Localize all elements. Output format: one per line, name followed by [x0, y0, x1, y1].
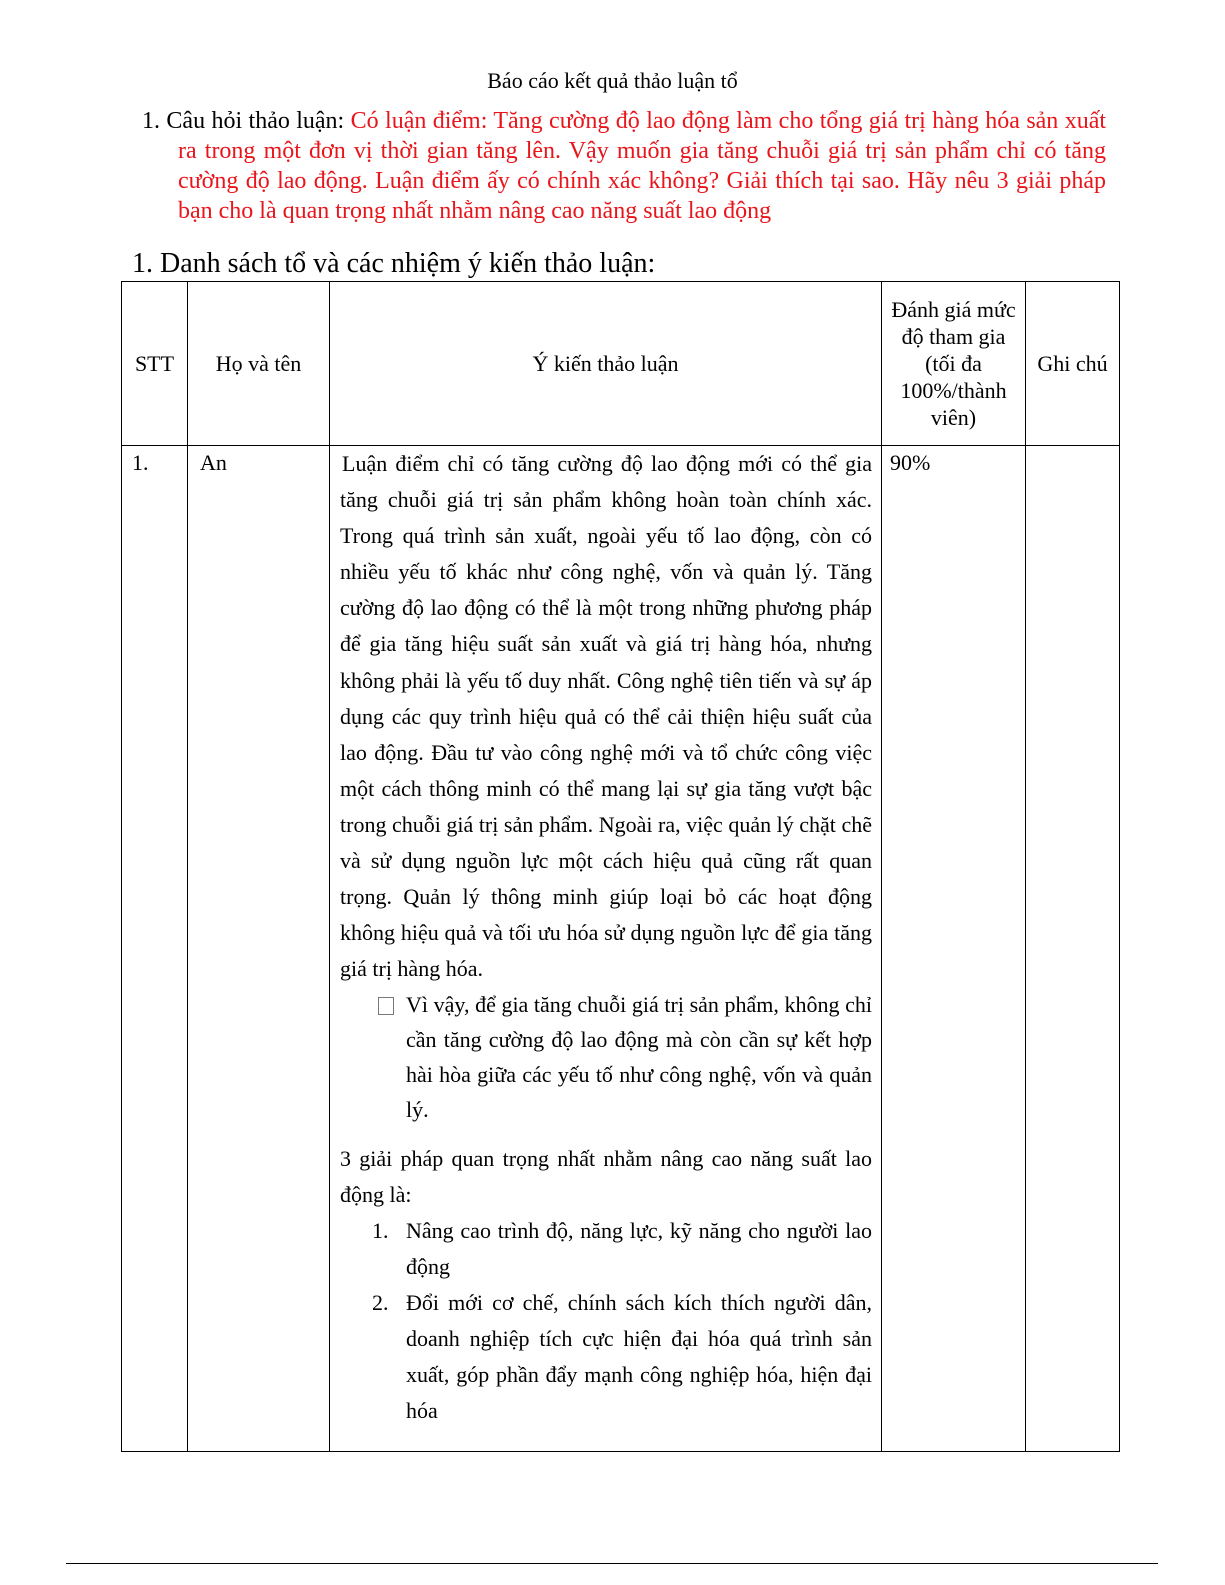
row-name: An: [188, 446, 330, 1452]
solution-number: 2.: [372, 1290, 389, 1316]
header-stt: STT: [122, 282, 188, 446]
page-bottom-rule: [66, 1563, 1158, 1564]
header-name: Họ và tên: [188, 282, 330, 446]
question-text: Có luận điểm: Tăng cường độ lao động làm cho tổng giá trị hàng hóa sản xuất ra trong một đơn vị thời gian tăng lên. Vậy muốn gia tăng chuỗi giá trị sản phẩm chỉ có tăng cường độ lao động. Luận điểm ấy có chính xác không? Giải thích tại sao. Hãy nêu 3 giải pháp bạn cho là quan trọng nhất nhằm nâng cao năng suất lao động: [178, 108, 1107, 224]
header-rate: Đánh giá mức độ tham gia (tối đa 100%/thành viên): [882, 282, 1026, 446]
question-prefix: Câu hỏi thảo luận:: [166, 108, 351, 134]
conclusion-bullet: [376, 987, 872, 1127]
table-header-row: [122, 282, 1120, 446]
list-item: [372, 1213, 872, 1285]
discussion-table: [121, 281, 1120, 1452]
conclusion-text: Vì vậy, để gia tăng chuỗi giá trị sản phẩm, không chỉ cần tăng cường độ lao động mà còn cần sự kết hợp hài hòa giữa các yếu tố như công nghệ, vốn và quản lý.: [406, 992, 872, 1123]
solution-text: Nâng cao trình độ, năng lực, kỹ năng cho người lao động: [406, 1218, 872, 1280]
list-item: [372, 1285, 872, 1429]
discussion-question: [106, 106, 1106, 226]
solution-text: Đổi mới cơ chế, chính sách kích thích người dân, doanh nghiệp tích cực hiện đại hóa quá trình sản xuất, góp phần đẩy mạnh công nghiệp hóa, hiện đại hóa: [406, 1290, 872, 1424]
solutions-list: [340, 1213, 872, 1429]
solution-number: 1.: [372, 1218, 389, 1244]
header-opinion: Ý kiến thảo luận: [330, 282, 882, 446]
document-title: Báo cáo kết quả thảo luận tổ: [487, 68, 738, 93]
solutions-intro: 3 giải pháp quan trọng nhất nhằm nâng cao năng suất lao động là:: [340, 1146, 872, 1208]
header-note: Ghi chú: [1026, 282, 1120, 446]
opinion-paragraph: Luận điểm chỉ có tăng cường độ lao động mới có thể gia tăng chuỗi giá trị sản phẩm không hoàn toàn chính xác. Trong quá trình sản xuất, ngoài yếu tố lao động, còn có nhiều yếu tố khác như công nghệ, vốn và quản lý. Tăng cường độ lao động có thể là một trong những phương pháp để gia tăng hiệu suất sản xuất và giá trị hàng hóa, nhưng không phải là yếu tố duy nhất. Công nghệ tiên tiến và sự áp dụng các quy trình hiệu quả có thể cải thiện hiệu suất của lao động. Đầu tư vào công nghệ mới và tổ chức công việc một cách thông minh có thể mang lại sự gia tăng vượt bậc trong chuỗi giá trị sản phẩm. Ngoài ra, việc quản lý chặt chẽ và sử dụng nguồn lực một cách hiệu quả cũng rất quan trọng. Quản lý thông minh giúp loại bỏ các hoạt động không hiệu quả và tối ưu hóa sử dụng nguồn lực để gia tăng giá trị hàng hóa.: [340, 451, 872, 982]
bullet-box-icon: [378, 997, 394, 1015]
row-stt: 1.: [122, 446, 188, 1452]
row-rate: 90%: [882, 446, 1026, 1452]
row-note: [1026, 446, 1120, 1452]
section-heading: 1. Danh sách tổ và các nhiệm ý kiến thảo luận:: [132, 248, 656, 279]
table-row: [122, 446, 1120, 1452]
question-number: 1.: [142, 108, 160, 134]
row-opinion: [330, 446, 882, 1452]
